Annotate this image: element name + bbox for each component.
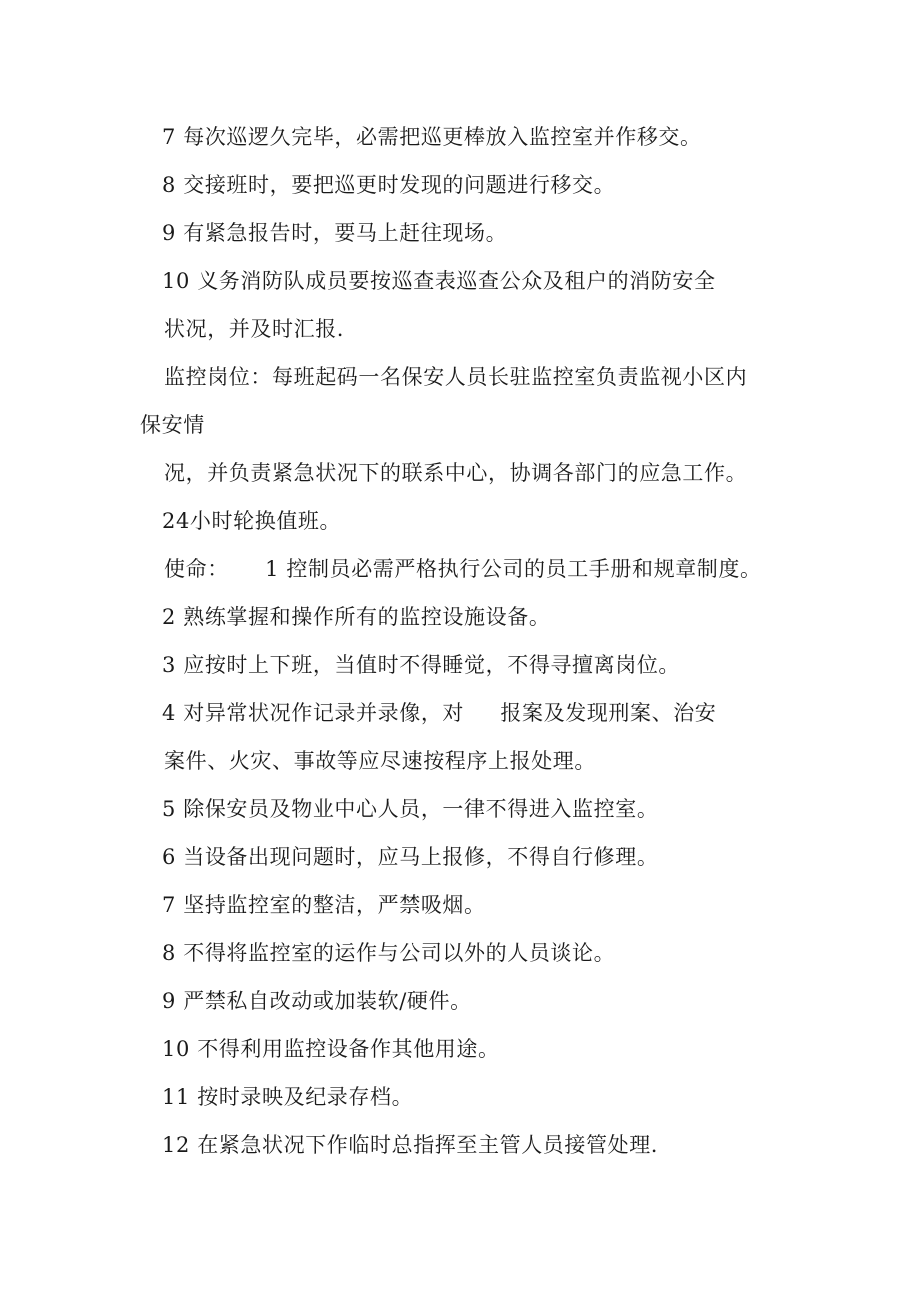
text-line: 案件、火灾、事故等应尽速按程序上报处理。 [164, 749, 596, 773]
text-line: 使命： 1 控制员必需严格执行公司的员工手册和规章制度。 [164, 557, 762, 581]
text-line: 况，并负责紧急状况下的联系中心，协调各部门的应急工作。 [164, 461, 748, 485]
text-line: 10 义务消防队成员要按巡查表巡查公众及租户的消防安全 [162, 269, 716, 293]
text-line: 3 应按时上下班，当值时不得睡觉，不得寻擅离岗位。 [162, 653, 681, 677]
text-line: 6 当设备出现问题时，应马上报修，不得自行修理。 [162, 845, 659, 869]
text-line: 7 每次巡逻久完毕，必需把巡更棒放入监控室并作移交。 [162, 125, 702, 149]
text-line: 10 不得利用监控设备作其他用途。 [162, 1037, 500, 1061]
text-line: 7 坚持监控室的整洁，严禁吸烟。 [162, 893, 486, 917]
text-line: 12 在紧急状况下作临时总指挥至主管人员接管处理. [162, 1133, 659, 1157]
text-line: 状况，并及时汇报. [164, 317, 345, 341]
text-line: 2 熟练掌握和操作所有的监控设施设备。 [162, 605, 551, 629]
text-line: 9 严禁私自改动或加装软/硬件。 [162, 989, 472, 1013]
text-line: 8 不得将监控室的运作与公司以外的人员谈论。 [162, 941, 616, 965]
text-line: 保安情 [140, 413, 205, 437]
text-line: 8 交接班时，要把巡更时发现的问题进行移交。 [162, 173, 616, 197]
text-line: 11 按时录映及纪录存档。 [162, 1085, 414, 1109]
text-line: 24小时轮换值班。 [162, 509, 342, 533]
text-line: 5 除保安员及物业中心人员，一律不得进入监控室。 [162, 797, 659, 821]
text-line: 4 对异常状况作记录并录像，对 报案及发现刑案、治安 [162, 701, 717, 725]
text-line: 9 有紧急报告时，要马上赶往现场。 [162, 221, 508, 245]
text-line: 监控岗位：每班起码一名保安人员长驻监控室负责监视小区内 [164, 365, 748, 389]
